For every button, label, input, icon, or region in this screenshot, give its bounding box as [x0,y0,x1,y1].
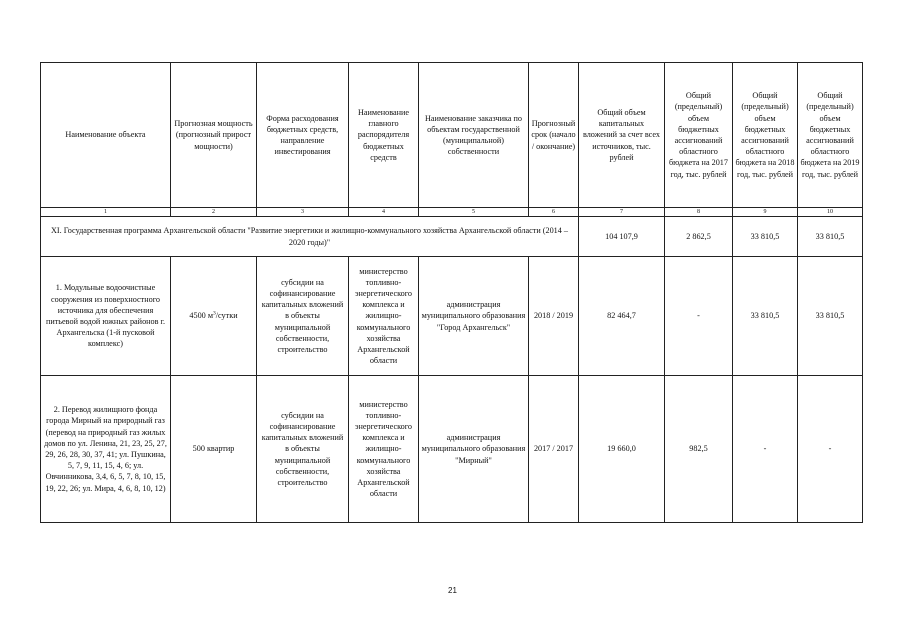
page-number: 21 [448,586,457,595]
object-name: 1. Модульные водоочистные сооружения из поверхностного источника для обеспечения питьевой водой южных районов г. Архангельска (1-й пусковой комплекс) [41,257,171,376]
object-total: 19 660,0 [579,376,665,523]
table-row [41,257,863,376]
object-2017: 982,5 [665,376,733,523]
object-capacity: 500 квартир [171,376,257,523]
object-capacity [171,257,257,376]
column-number-row [41,208,863,217]
object-total: 82 464,7 [579,257,665,376]
section-total: 104 107,9 [579,217,665,257]
object-customer: администрация муниципального образования "Мирный" [419,376,529,523]
header-spending-form: Форма расходования бюджетных средств, направление инвестирования [257,63,349,208]
object-manager: министерство топливно-энергетического комплекса и жилищно-коммунального хозяйства Архангельской области [349,257,419,376]
table-row [41,376,863,523]
capacity-superscript: 3 [213,310,216,317]
header-row [41,63,863,208]
column-number: 9 [733,208,798,217]
header-customer: Наименование заказчика по объектам государственной (муниципальной) собственности [419,63,529,208]
column-number: 8 [665,208,733,217]
object-2017: - [665,257,733,376]
object-spending-form: субсидии на софинансирование капитальных вложений в объекты муниципальной собственности, строительство [257,257,349,376]
capital-investment-table [40,62,863,523]
header-budget-2017: Общий (предельный) объем бюджетных ассигнований областного бюджета на 2017 год, тыс. рублей [665,63,733,208]
column-number: 1 [41,208,171,217]
header-term: Прогнозный срок (начало / окончание) [529,63,579,208]
object-customer: администрация муниципального образования "Город Архангельск" [419,257,529,376]
header-budget-manager: Наименование главного распорядителя бюджетных средств [349,63,419,208]
capacity-suffix: /сутки [215,311,238,321]
header-object-name: Наименование объекта [41,63,171,208]
column-number: 10 [798,208,863,217]
header-budget-2018: Общий (предельный) объем бюджетных ассигнований областного бюджета на 2018 год, тыс. рублей [733,63,798,208]
object-manager: министерство топливно-энергетического комплекса и жилищно-коммунального хозяйства Архангельской области [349,376,419,523]
capacity-value: 4500 м [189,311,213,321]
section-2017: 2 862,5 [665,217,733,257]
column-number: 4 [349,208,419,217]
column-number: 6 [529,208,579,217]
section-2019: 33 810,5 [798,217,863,257]
column-number: 7 [579,208,665,217]
object-2019: 33 810,5 [798,257,863,376]
object-name: 2. Перевод жилищного фонда города Мирный на природный газ (перевод на природный газ жилых домов по ул. Ленина, 21, 23, 25, 27, 29, 26, 28, 30, 37, 41; ул. Пушкина, 5, 7, 9, 11, 15, 4, 6; ул. Овчинникова, 3,4, 6, 5, 7, 8, 10, 15, 19, 22, 26; ул. Мира, 4, 6, 8, 10, 12) [41,376,171,523]
column-number: 3 [257,208,349,217]
object-spending-form: субсидии на софинансирование капитальных вложений в объекты муниципальной собственности, строительство [257,376,349,523]
header-capacity: Прогнозная мощность (прогнозный прирост мощности) [171,63,257,208]
section-row [41,217,863,257]
header-total-investment: Общий объем капитальных вложений за счет всех источников, тыс. рублей [579,63,665,208]
section-title: XI. Государственная программа Архангельской области "Развитие энергетики и жилищно-коммунального хозяйства Архангельской области (2014 – 2020 годы)" [41,217,579,257]
section-2018: 33 810,5 [733,217,798,257]
object-term: 2018 / 2019 [529,257,579,376]
column-number: 2 [171,208,257,217]
object-2018: 33 810,5 [733,257,798,376]
object-term: 2017 / 2017 [529,376,579,523]
object-2019: - [798,376,863,523]
column-number: 5 [419,208,529,217]
header-budget-2019: Общий (предельный) объем бюджетных ассигнований областного бюджета на 2019 год, тыс. рублей [798,63,863,208]
object-2018: - [733,376,798,523]
